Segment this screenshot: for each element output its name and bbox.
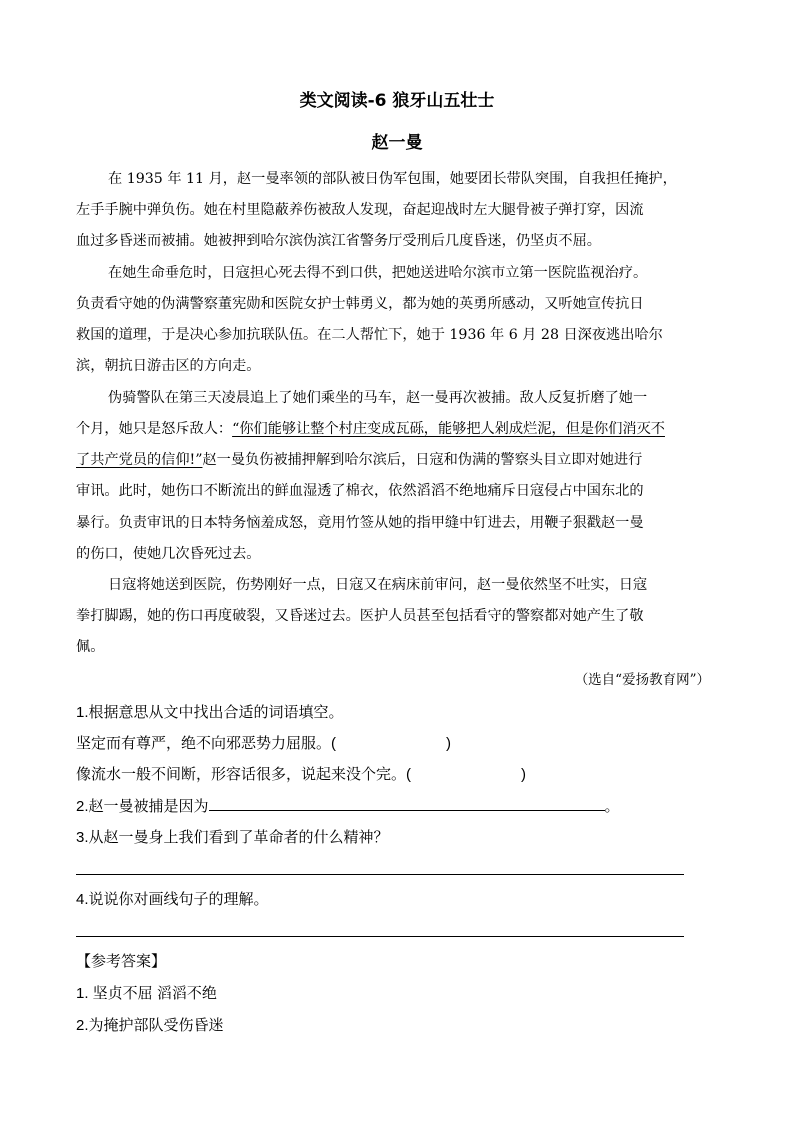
question-end: 。 bbox=[604, 798, 620, 815]
question-text: 像流水一般不间断，形容话很多，说起来没个完。( bbox=[76, 766, 411, 783]
underlined-sentence: “你们能够让整个村庄变成瓦砾，能够把人剁成烂泥，但是你们消灭不 bbox=[232, 421, 665, 437]
passage-line: 负责看守她的伪满警察董宪勋和医院女护士韩勇义，都为她的英勇所感动，又听她宣传抗日 bbox=[76, 296, 644, 312]
passage-line: 暴行。负责审讯的日本特务恼羞成怒，竟用竹签从她的指甲缝中钉进去，用鞭子狠戳赵一曼 bbox=[76, 515, 644, 531]
answer-line[interactable] bbox=[209, 796, 605, 811]
passage-line: 的伤口，使她几次昏死过去。 bbox=[76, 546, 261, 562]
bracket-close: ) bbox=[446, 735, 451, 752]
passage-line-with-underline bbox=[76, 449, 642, 469]
passage-line: 血过多昏迷而被捕。她被押到哈尔滨伪滨江省警务厅受刑后几度昏迷，仍坚贞不屈。 bbox=[76, 233, 601, 249]
passage-text: 个月，她只是怒斥敌人： bbox=[76, 421, 233, 437]
passage-line: 拳打脚踢，她的伤口再度破裂，又昏迷过去。医护人员甚至包括看守的警察都对她产生了敬 bbox=[76, 608, 644, 624]
question-text: 2.赵一曼被捕是因为 bbox=[76, 798, 209, 815]
passage-line: 滨，朝抗日游击区的方向走。 bbox=[76, 358, 261, 374]
passage-line-with-underline bbox=[76, 418, 665, 438]
passage-line: 在她生命垂危时，日寇担心死去得不到口供，把她送进哈尔滨市立第一医院监视治疗。 bbox=[108, 265, 648, 281]
question-3: 3.从赵一曼身上我们看到了革命者的什么精神？ bbox=[76, 829, 389, 846]
passage-line: 左手手腕中弹负伤。她在村里隐蔽养伤被敌人发现，奋起迎战时左大腿骨被子弹打穿，因流 bbox=[76, 202, 644, 218]
page-title: 类文阅读-6 狼牙山五壮士 bbox=[299, 91, 495, 111]
author-name: 赵一曼 bbox=[371, 133, 423, 153]
answer-line[interactable] bbox=[76, 936, 684, 937]
answer-line[interactable] bbox=[76, 874, 684, 875]
passage-line: 审讯。此时，她伤口不断流出的鲜血湿透了棉衣，依然滔滔不绝地痛斥日寇侵占中国东北的 bbox=[76, 483, 644, 499]
answer-heading: 【参考答案】 bbox=[76, 953, 167, 970]
question-4: 4.说说你对画线句子的理解。 bbox=[76, 891, 269, 908]
source-citation: （选自“爱扬教育网”） bbox=[574, 672, 710, 688]
question-1b bbox=[76, 763, 526, 784]
passage-line: 伪骑警队在第三天凌晨追上了她们乘坐的马车，赵一曼再次被捕。敌人反复折磨了她一 bbox=[108, 390, 648, 406]
passage-line: 救国的道理，于是决心参加抗联队伍。在二人帮忙下，她于 1936 年 6 月 28 日深夜逃出哈尔 bbox=[76, 327, 663, 343]
answer-1: 1. 坚贞不屈 滔滔不绝 bbox=[76, 985, 217, 1002]
question-1: 1.根据意思从文中找出合适的词语填空。 bbox=[76, 704, 344, 721]
passage-line: 佩。 bbox=[76, 639, 105, 655]
passage-line: 在 1935 年 11 月，赵一曼率领的部队被日伪军包围，她要团长带队突围，自我担任掩护， bbox=[108, 171, 677, 187]
underlined-sentence: 了共产党员的信仰!” bbox=[76, 452, 203, 468]
passage-text: 赵一曼负伤被捕押解到哈尔滨后，日寇和伪满的警察头目立即对她进行 bbox=[202, 452, 643, 468]
question-2 bbox=[76, 795, 620, 816]
bracket-close: ) bbox=[521, 766, 526, 783]
passage-line: 日寇将她送到医院，伤势刚好一点，日寇又在病床前审问，赵一曼依然坚不吐实，日寇 bbox=[108, 577, 648, 593]
question-text: 坚定而有尊严，绝不向邪恶势力屈服。( bbox=[76, 735, 336, 752]
answer-2: 2.为掩护部队受伤昏迷 bbox=[76, 1017, 224, 1034]
question-1a bbox=[76, 732, 451, 753]
